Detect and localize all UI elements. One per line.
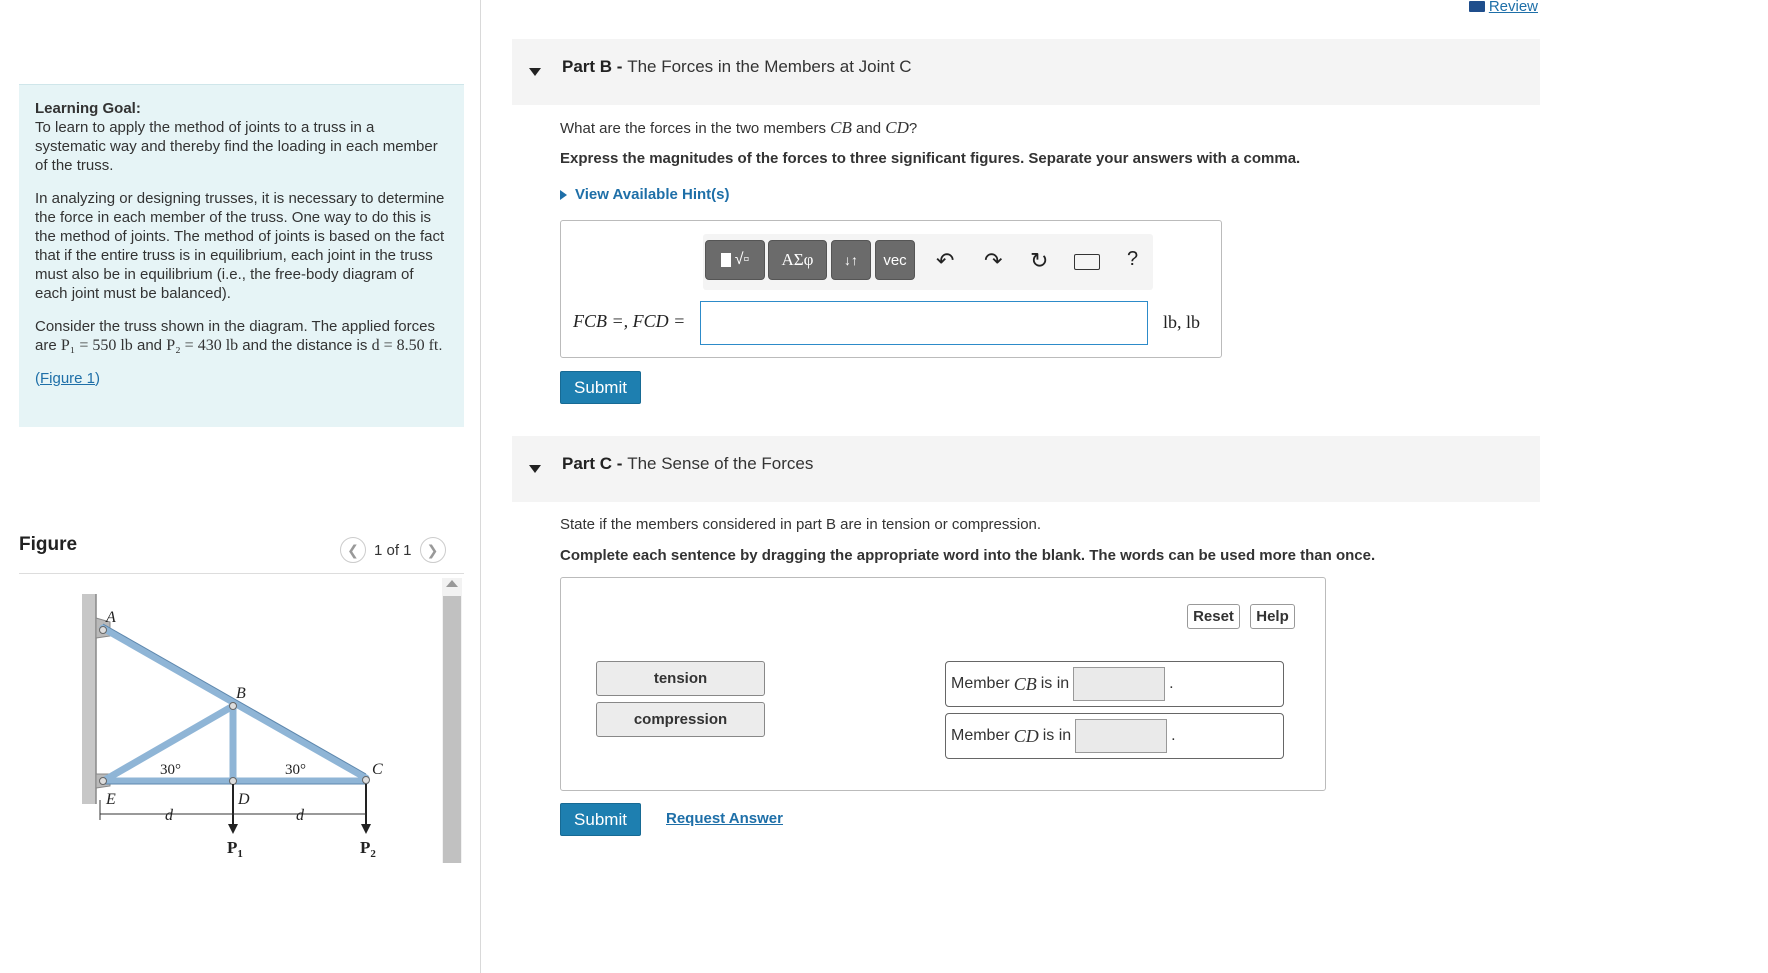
request-answer-link[interactable]: Request Answer [666, 810, 783, 827]
label-d-left: d [165, 807, 173, 824]
part-b-instruction: Express the magnitudes of the forces to three significant figures. Separate your answers with a comma. [560, 150, 1301, 167]
part-b-header[interactable] [512, 39, 1540, 105]
pager-text: 1 of 1 [374, 541, 412, 559]
sentence-cd [945, 713, 1284, 759]
part-c-title: Part C - The Sense of the Forces [562, 454, 814, 473]
part-b-title: Part B - The Forces in the Members at Joint C [562, 57, 912, 76]
answer-input[interactable] [700, 301, 1148, 345]
sentence-cb [945, 661, 1284, 707]
learning-goal-title: Learning Goal: [35, 100, 141, 117]
token-compression[interactable]: compression [596, 702, 765, 737]
para2-and: and [132, 337, 167, 354]
reset-button[interactable]: Reset [1187, 604, 1240, 629]
help-button[interactable]: Help [1250, 604, 1295, 629]
expand-triangle-icon [560, 190, 567, 200]
learning-goal-text: To learn to apply the method of joints to a truss in a systematic way and thereby find the loading in each member of the truss. [35, 119, 438, 174]
sentence-prefix: Member [951, 727, 1010, 744]
redo-icon[interactable]: ↷ [984, 248, 1003, 273]
sentence-end: . [1169, 675, 1174, 692]
p2-expression: P₂ = 430 lb [166, 337, 239, 354]
sentence-end: . [1171, 727, 1176, 744]
drop-target-cb[interactable] [1073, 667, 1165, 701]
member-cb: CB [830, 118, 852, 137]
help-icon[interactable]: ? [1127, 248, 1139, 270]
figure-divider [19, 573, 464, 574]
label-d: D [238, 791, 250, 808]
wall [82, 594, 96, 804]
sentence-suffix: is in [1040, 675, 1070, 692]
learning-goal-intro [35, 99, 448, 175]
review-link[interactable] [1469, 0, 1538, 15]
part-c-header[interactable] [512, 436, 1540, 502]
sentence-prefix: Member [951, 675, 1010, 692]
para2-text-a: Consider the truss shown in the diagram. The applied forces are [35, 318, 435, 354]
part-c-submit-button[interactable]: Submit [560, 803, 641, 836]
templates-icon[interactable]: √▫ [705, 240, 765, 280]
keyboard-icon[interactable] [1074, 254, 1100, 270]
undo-icon[interactable]: ↶ [936, 248, 955, 273]
figure-link-line [35, 369, 448, 388]
math-toolbar [703, 234, 1153, 290]
label-a: A [106, 609, 116, 626]
hint-label: View Available Hint(s) [575, 186, 730, 203]
sentence-member: CB [1013, 673, 1037, 694]
part-c-question: State if the members considered in part B are in tension or compression. [560, 516, 1042, 533]
chevron-left-icon[interactable]: ❮ [340, 537, 366, 563]
figure-pager [340, 537, 446, 563]
p1-expression: P₁ = 550 lb [60, 337, 133, 354]
scroll-up-icon[interactable] [446, 580, 458, 587]
label-e: E [106, 791, 116, 808]
learning-goal-para2 [35, 317, 448, 355]
angle-left-label: 30° [160, 762, 181, 778]
member-cd: CD [885, 118, 909, 137]
label-c: C [372, 761, 383, 778]
units-label: lb, lb [1163, 312, 1201, 332]
label-p1: $P_1$ [227, 838, 243, 860]
learning-goal-panel [19, 84, 464, 427]
para2-text-b: and the distance is [238, 337, 372, 354]
token-tension[interactable]: tension [596, 661, 765, 696]
d-expression: d = 8.50 ft [371, 337, 439, 354]
column-divider [480, 0, 481, 973]
figure-link-close: ) [95, 370, 101, 387]
part-c-instruction: Complete each sentence by dragging the appropriate word into the blank. The words can be used more than once. [560, 547, 1376, 564]
figure-link[interactable]: Figure 1 [40, 370, 96, 387]
label-d-right: d [296, 807, 304, 824]
figure-link-open: ( [35, 370, 40, 387]
book-icon [1469, 1, 1485, 12]
view-hints-link[interactable] [560, 186, 730, 203]
sentence-member: CD [1013, 725, 1039, 746]
collapse-triangle-icon[interactable] [529, 68, 541, 76]
learning-goal-para1: In analyzing or designing trusses, it is necessary to determine the force in each member of the truss. One way to do this is the method of joints. The method of joints is based on the fact that if the entire truss is in equilibrium, each joint in the truss must also be in equilibrium (i.e., the free-body diagram of each joint must be balanced). [35, 190, 445, 302]
scroll-thumb[interactable] [443, 596, 461, 863]
para2-period: . [438, 337, 443, 354]
angle-right-label: 30° [285, 762, 306, 778]
up-down-arrows-icon[interactable]: ↓↑ [831, 240, 871, 280]
review-label: Review [1488, 0, 1538, 15]
drop-target-cd[interactable] [1075, 719, 1167, 753]
label-p2: $P_2$ [360, 838, 376, 860]
truss-diagram [70, 588, 410, 863]
reset-icon[interactable]: ↻ [1030, 248, 1049, 273]
label-b: B [236, 685, 246, 702]
part-b-question: What are the forces in the two members CB and CD? [560, 118, 918, 137]
figure-title: Figure [19, 534, 78, 555]
part-b-submit-button[interactable]: Submit [560, 371, 641, 404]
chevron-right-icon[interactable]: ❯ [420, 537, 446, 563]
collapse-triangle-icon[interactable] [529, 465, 541, 473]
equation-label: FCB =, FCD = [573, 311, 686, 331]
greek-button[interactable]: ΑΣφ [768, 240, 827, 280]
vec-button[interactable]: vec [875, 240, 915, 280]
sentence-suffix: is in [1042, 727, 1072, 744]
